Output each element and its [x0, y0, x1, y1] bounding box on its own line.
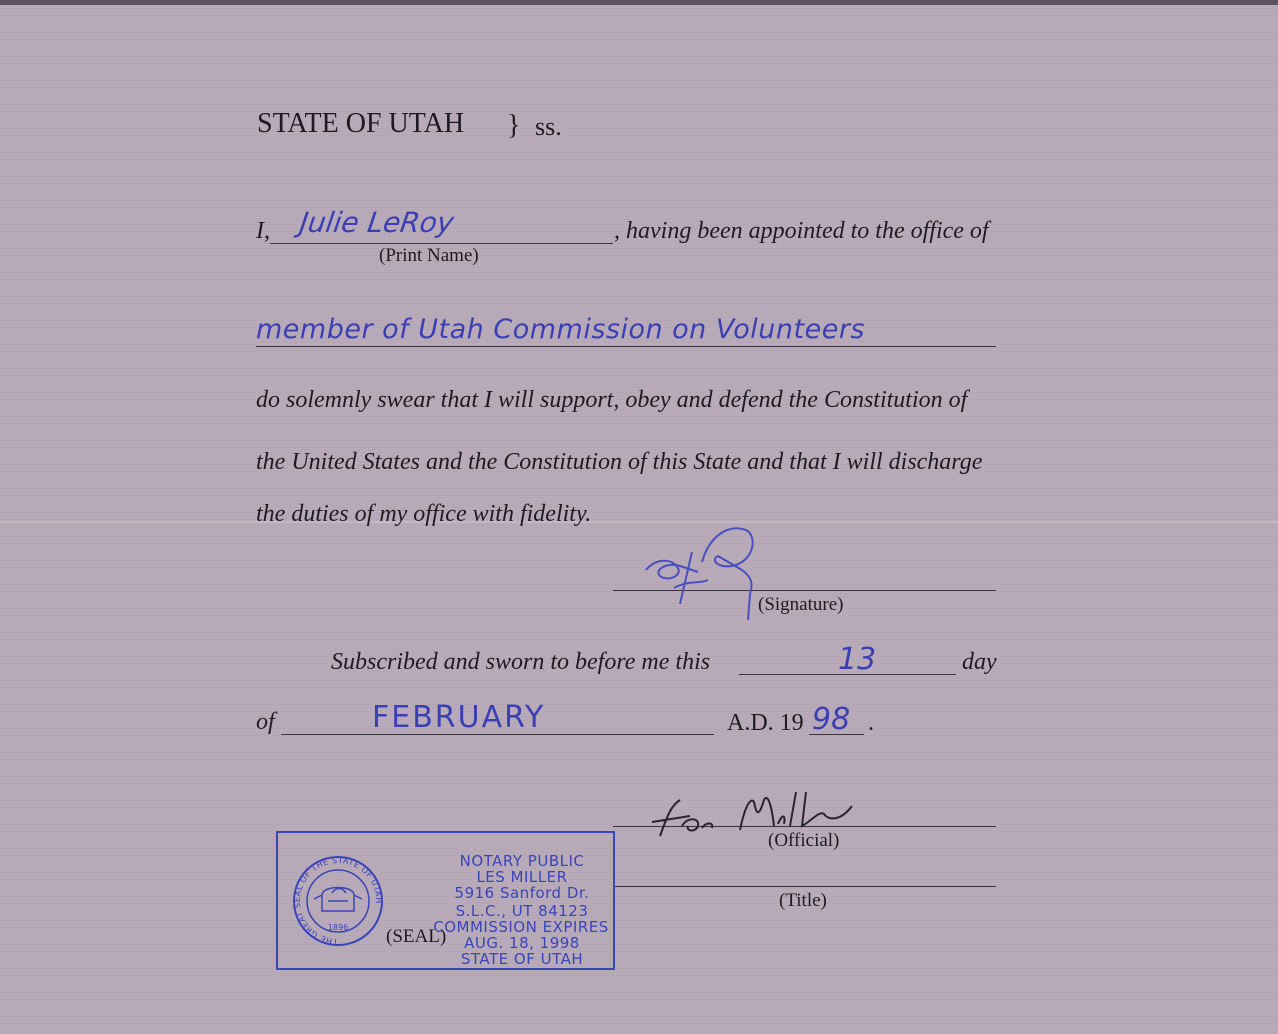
seal-year: 1896 [327, 923, 349, 932]
oath-body-line-1: do solemnly swear that I will support, obey and defend the Constitution of [256, 387, 968, 413]
oath-prefix: I, [256, 218, 270, 244]
ad-text: A.D. 19 [727, 710, 804, 736]
handwritten-year: 98 [812, 702, 851, 737]
notary-stamp [276, 831, 615, 970]
subscribed-text: Subscribed and sworn to before me this [331, 649, 711, 675]
ad-period: . [868, 710, 874, 736]
handwritten-day: 13 [838, 642, 877, 677]
heading-brace: } [507, 110, 521, 141]
stamp-line-street: 5916 Sanford Dr. [454, 884, 590, 902]
day-word: day [962, 649, 997, 675]
stamp-line-notary-public: NOTARY PUBLIC [459, 852, 585, 870]
oath-after-name: , having been appointed to the office of [614, 218, 989, 244]
oath-body-line-2: the United States and the Constitution of this State and that I will discharge [256, 449, 983, 475]
office-underline [256, 346, 996, 347]
title-underline [613, 886, 996, 887]
official-label: (Official) [768, 830, 840, 851]
stamp-line-state: STATE OF UTAH [460, 950, 584, 968]
handwritten-office: member of Utah Commission on Volunteers [256, 314, 865, 345]
title-label: (Title) [779, 890, 827, 911]
handwritten-month: FEBRUARY [372, 700, 546, 735]
signature-label: (Signature) [758, 594, 844, 615]
state-heading: STATE OF UTAH [257, 108, 465, 139]
heading-ss: ss. [535, 112, 562, 141]
stamp-line-name: LES MILLER [476, 868, 568, 886]
oath-body-line-3: the duties of my office with fidelity. [256, 501, 592, 527]
stamp-line-expiry: AUG. 18, 1998 [464, 934, 580, 952]
stamp-line-city: S.L.C., UT 84123 [455, 902, 589, 920]
of-word: of [256, 709, 275, 735]
scan-top-edge [0, 0, 1278, 5]
stamp-line-commission: COMMISSION EXPIRES [433, 918, 609, 936]
svg-text:THE GREAT SEAL OF THE STATE OF: THE GREAT SEAL OF THE STATE OF UTAH [292, 855, 384, 947]
handwritten-name: Julie LeRoy [297, 206, 456, 239]
utah-seal-icon [292, 855, 384, 947]
print-name-label: (Print Name) [379, 245, 479, 266]
seal-label: (SEAL) [386, 926, 447, 947]
name-underline [270, 243, 613, 244]
